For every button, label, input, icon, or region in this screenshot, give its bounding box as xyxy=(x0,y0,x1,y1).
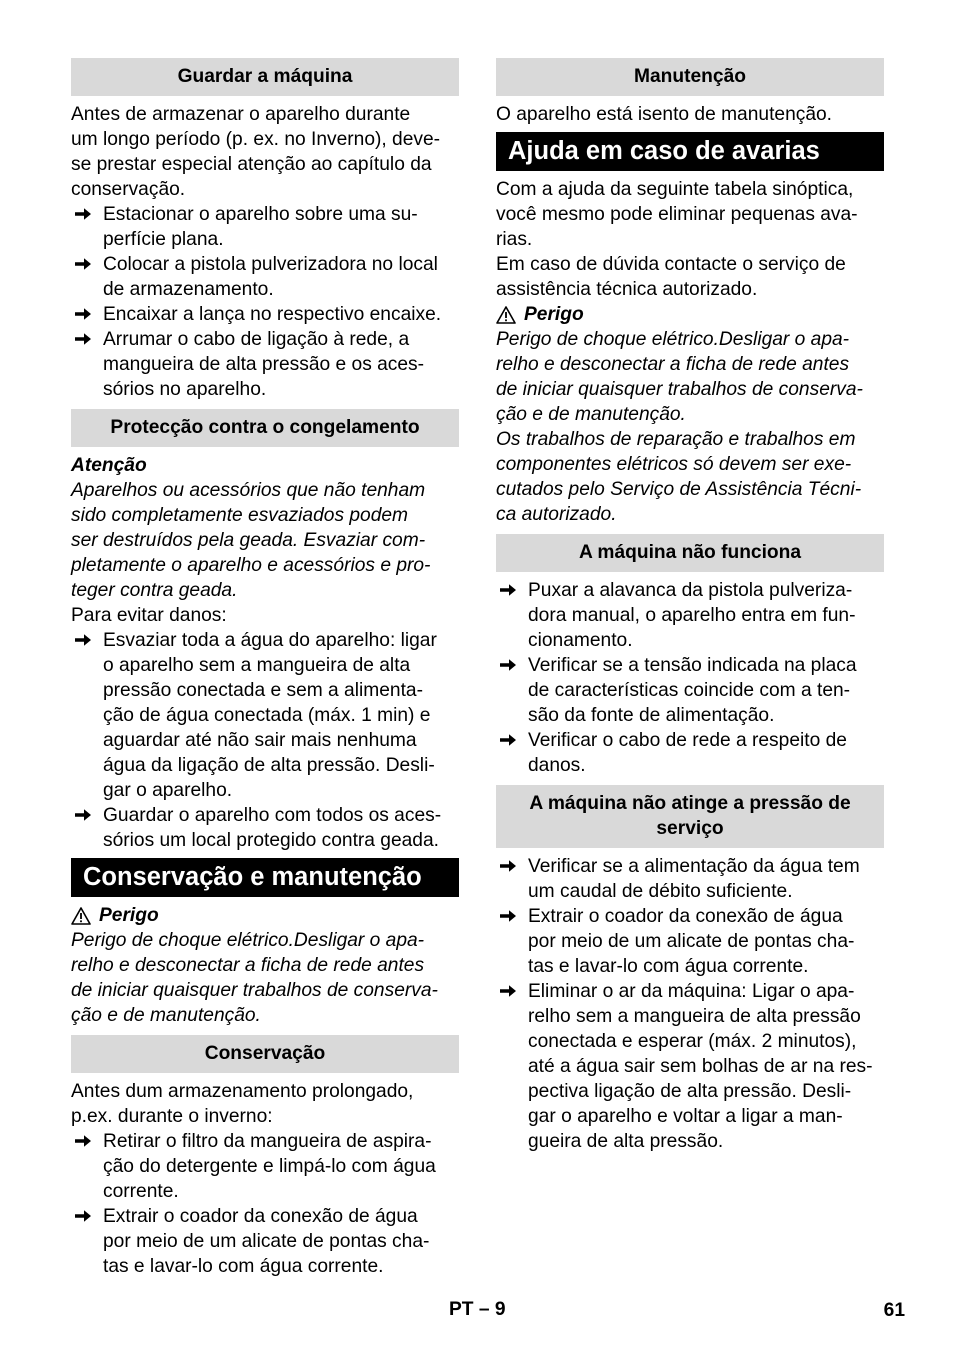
list-item-line: são da fonte de alimentação. xyxy=(528,705,775,726)
text-line: rias. xyxy=(496,229,533,250)
list-item xyxy=(496,728,884,778)
arrow-right-icon xyxy=(499,583,517,597)
ajuda-intro-2 xyxy=(496,252,884,302)
list-item-line: Esvaziar toda a água do aparelho: ligar xyxy=(103,630,437,651)
list-item-line: Extrair o coador da conexão de água xyxy=(103,1206,418,1227)
footer-page-number: 61 xyxy=(883,1300,905,1321)
list-item xyxy=(496,979,884,1154)
list-item-line: relho sem a mangueira de alta pressão xyxy=(528,1006,861,1027)
list-item xyxy=(71,1129,459,1204)
list-item-line: Eliminar o ar da máquina: Ligar o apa- xyxy=(528,981,855,1002)
list-item-line: Arrumar o cabo de ligação à rede, a xyxy=(103,329,410,350)
list-item-line: gar o aparelho e voltar a ligar a man- xyxy=(528,1106,843,1127)
arrow-right-icon xyxy=(499,984,517,998)
heading-nao-funciona: A máquina não funciona xyxy=(496,534,884,572)
text-line: Antes dum armazenamento prolongado, xyxy=(71,1081,414,1102)
text-line: relho e desconectar a ficha de rede antes xyxy=(496,354,850,375)
arrow-right-icon xyxy=(499,733,517,747)
list-item-line: Verificar o cabo de rede a respeito de xyxy=(528,730,847,751)
heading-conservacao-manutencao: Conservação e manutenção xyxy=(71,858,459,897)
list-item-line: gueira de alta pressão. xyxy=(528,1131,724,1152)
list-item-line: Guardar o aparelho com todos os aces- xyxy=(103,805,442,826)
arrow-right-icon xyxy=(74,808,92,822)
arrow-right-icon xyxy=(74,332,92,346)
text-line: ção e de manutenção. xyxy=(71,1005,261,1026)
list-item-line: aguardar até não sair mais nenhuma xyxy=(103,730,417,751)
list-item-line: sórios um local protegido contra geada. xyxy=(103,830,439,851)
arrow-right-icon xyxy=(74,307,92,321)
list-item-line: dora manual, o aparelho entra em fun- xyxy=(528,605,856,626)
conservacao-bullets xyxy=(71,1129,459,1279)
text-line: teger contra geada. xyxy=(71,580,238,601)
danger-text-right xyxy=(496,327,884,527)
list-item xyxy=(71,1204,459,1279)
list-item-line: Estacionar o aparelho sobre uma su- xyxy=(103,204,418,225)
right-column xyxy=(496,58,884,1154)
left-column xyxy=(71,58,459,1279)
arrow-right-icon xyxy=(499,859,517,873)
arrow-right-icon xyxy=(74,1134,92,1148)
heading-nao-atinge xyxy=(496,785,884,848)
list-item-line: Puxar a alavanca da pistola pulveriza- xyxy=(528,580,853,601)
list-item-line: o aparelho sem a mangueira de alta xyxy=(103,655,411,676)
arrow-right-icon xyxy=(499,658,517,672)
text-line: de iniciar quaisquer trabalhos de conserva- xyxy=(71,980,438,1001)
list-item-line: pressão conectada e sem a alimenta- xyxy=(103,680,423,701)
text-line: conservação. xyxy=(71,179,186,200)
list-item xyxy=(71,202,459,252)
list-item-line: danos. xyxy=(528,755,586,776)
danger-label-right: Perigo xyxy=(524,304,584,325)
guardar-bullets xyxy=(71,202,459,402)
list-item-line: sórios no aparelho. xyxy=(103,379,267,400)
text-line: ca autorizado. xyxy=(496,504,617,525)
list-item xyxy=(496,578,884,653)
conservacao-intro xyxy=(71,1079,459,1129)
heading-proteccao: Protecção contra o congelamento xyxy=(71,409,459,447)
list-item-line: perfície plana. xyxy=(103,229,224,250)
heading-guardar: Guardar a máquina xyxy=(71,58,459,96)
text-line: Os trabalhos de reparação e trabalhos em xyxy=(496,429,856,450)
text-line: de iniciar quaisquer trabalhos de conserva- xyxy=(496,379,863,400)
text-line: ção e de manutenção. xyxy=(496,404,686,425)
text-line: se prestar especial atenção ao capítulo da xyxy=(71,154,432,175)
text-line: Em caso de dúvida contacte o serviço de xyxy=(496,254,846,275)
nao-atinge-bullets xyxy=(496,854,884,1154)
text-line: pletamente o aparelho e acessórios e pro- xyxy=(71,555,431,576)
text-line: Perigo de choque elétrico.Desligar o apa- xyxy=(496,329,850,350)
text-line: p.ex. durante o inverno: xyxy=(71,1106,273,1127)
list-item-line: Verificar se a tensão indicada na placa xyxy=(528,655,857,676)
list-item-line: tas e lavar-lo com água corrente. xyxy=(103,1256,384,1277)
arrow-right-icon xyxy=(499,909,517,923)
danger-label-left: Perigo xyxy=(99,905,159,926)
text-line: você mesmo pode eliminar pequenas ava- xyxy=(496,204,858,225)
text-line: A máquina não atinge a pressão de xyxy=(529,793,851,814)
arrow-right-icon xyxy=(74,207,92,221)
list-item-line: tas e lavar-lo com água corrente. xyxy=(528,956,809,977)
list-item-line: cionamento. xyxy=(528,630,633,651)
list-item-line: Encaixar a lança no respectivo encaixe. xyxy=(103,304,442,325)
text-line: Com a ajuda da seguinte tabela sinóptica, xyxy=(496,179,854,200)
list-item-line: ção de água conectada (máx. 1 min) e xyxy=(103,705,431,726)
list-item-line: até a água sair sem bolhas de ar na res- xyxy=(528,1056,873,1077)
list-item xyxy=(71,302,459,327)
list-item-line: Retirar o filtro da mangueira de aspira- xyxy=(103,1131,432,1152)
danger-line-left xyxy=(71,903,459,928)
arrow-right-icon xyxy=(74,633,92,647)
text-line: relho e desconectar a ficha de rede antes xyxy=(71,955,425,976)
warning-triangle-icon xyxy=(71,907,91,925)
list-item xyxy=(71,327,459,402)
arrow-right-icon xyxy=(74,257,92,271)
warning-label-atencao: Atenção xyxy=(71,455,147,476)
guardar-intro xyxy=(71,102,459,202)
heading-ajuda: Ajuda em caso de avarias xyxy=(496,132,884,171)
text-line: sido completamente esvaziados podem xyxy=(71,505,409,526)
list-item-line: corrente. xyxy=(103,1181,179,1202)
text-line: assistência técnica autorizado. xyxy=(496,279,758,300)
list-item-line: Extrair o coador da conexão de água xyxy=(528,906,843,927)
danger-text-left xyxy=(71,928,459,1028)
text-line: ser destruídos pela geada. Esvaziar com- xyxy=(71,530,426,551)
list-item-line: por meio de um alicate de pontas cha- xyxy=(528,931,855,952)
list-item-line: de armazenamento. xyxy=(103,279,274,300)
text-line: serviço xyxy=(656,818,724,839)
list-item-line: um caudal de débito suficiente. xyxy=(528,881,793,902)
list-item xyxy=(71,803,459,853)
heading-manutencao: Manutenção xyxy=(496,58,884,96)
list-item-line: por meio de um alicate de pontas cha- xyxy=(103,1231,430,1252)
text-line: um longo período (p. ex. no Inverno), deve- xyxy=(71,129,441,150)
heading-conservacao: Conservação xyxy=(71,1035,459,1073)
arrow-right-icon xyxy=(74,1209,92,1223)
ajuda-intro-1 xyxy=(496,177,884,252)
text-line: componentes elétricos só devem ser exe- xyxy=(496,454,852,475)
warning-text-atencao xyxy=(71,478,459,603)
list-item xyxy=(496,854,884,904)
list-item-line: mangueira de alta pressão e os aces- xyxy=(103,354,425,375)
list-item-line: pectiva ligação de alta pressão. Desli- xyxy=(528,1081,852,1102)
list-item xyxy=(71,252,459,302)
list-item-line: água da ligação de alta pressão. Desli- xyxy=(103,755,435,776)
list-item-line: conectada e esperar (máx. 2 minutos), xyxy=(528,1031,857,1052)
list-item xyxy=(496,904,884,979)
text-line: cutados pelo Serviço de Assistência Técni- xyxy=(496,479,862,500)
footer-section-code: PT – 9 xyxy=(449,1299,506,1320)
text-line: Perigo de choque elétrico.Desligar o apa- xyxy=(71,930,425,951)
danger-line-right xyxy=(496,302,884,327)
list-item xyxy=(71,628,459,803)
warning-triangle-icon xyxy=(496,306,516,324)
list-item-line: gar o aparelho. xyxy=(103,780,233,801)
list-item-line: ção do detergente e limpá-lo com água xyxy=(103,1156,436,1177)
text-line: Antes de armazenar o aparelho durante xyxy=(71,104,411,125)
manutencao-text: O aparelho está isento de manutenção. xyxy=(496,104,833,125)
list-item-line: Colocar a pistola pulverizadora no local xyxy=(103,254,438,275)
list-item-line: de características coincide com a ten- xyxy=(528,680,851,701)
proteccao-intro: Para evitar danos: xyxy=(71,605,227,626)
proteccao-bullets xyxy=(71,628,459,853)
list-item-line: Verificar se a alimentação da água tem xyxy=(528,856,860,877)
list-item xyxy=(496,653,884,728)
text-line: Aparelhos ou acessórios que não tenham xyxy=(71,480,426,501)
nao-funciona-bullets xyxy=(496,578,884,778)
